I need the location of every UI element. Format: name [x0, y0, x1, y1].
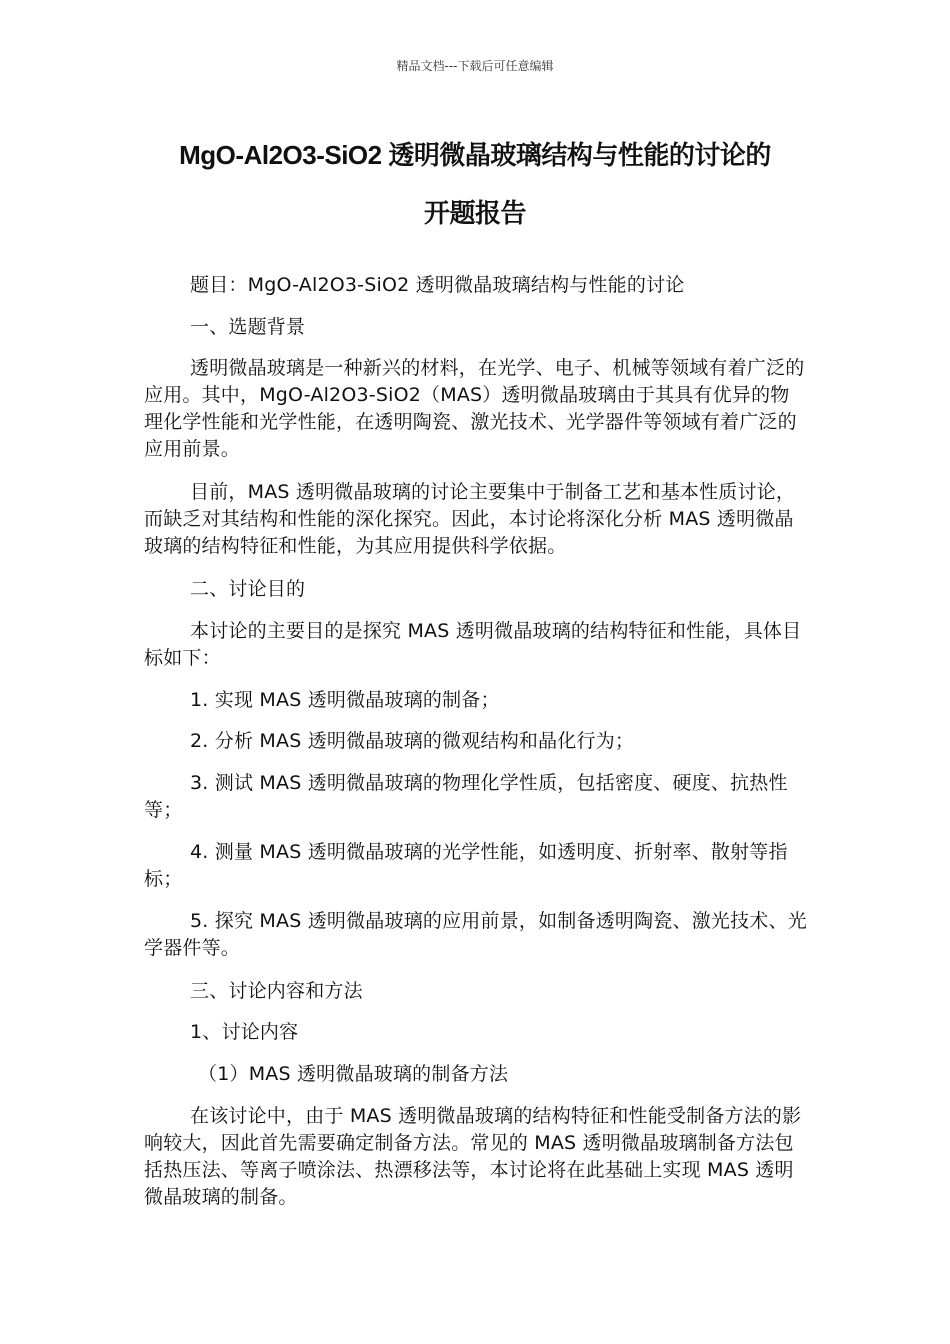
objective-item-2	[144, 728, 808, 755]
objective-item-5	[144, 908, 808, 962]
paragraph: 题目：MgO-Al2O3-SiO2 透明微晶玻璃结构与性能的讨论	[190, 274, 685, 296]
sub-subsection-heading	[144, 1061, 808, 1088]
paragraph: 在该讨论中，由于 MAS 透明微晶玻璃的结构特征和性能受制备方法的影响较大，因此首先需要确定制备方法。常见的 MAS 透明微晶玻璃制备方法包括热压法、等离子喷涂法、热漂移法等，本讨论将在此基础上实现 MAS 透明微晶玻璃的制备。	[144, 1105, 802, 1208]
document-title-line-1: MgO-Al2O3-SiO2 透明微晶玻璃结构与性能的讨论的	[179, 140, 771, 170]
objective-intro	[144, 618, 808, 672]
objective-item-3	[144, 770, 808, 824]
background-paragraph-2	[144, 479, 808, 560]
list-item: 4. 测量 MAS 透明微晶玻璃的光学性能，如透明度、折射率、散射等指标；	[144, 841, 788, 890]
section-heading-3	[144, 978, 808, 1005]
list-item: 5. 探究 MAS 透明微晶玻璃的应用前景，如制备透明陶瓷、激光技术、光学器件等。	[144, 910, 807, 959]
subsection-heading: 1、讨论内容	[190, 1021, 299, 1043]
method-paragraph	[144, 1103, 808, 1211]
objective-item-1	[144, 687, 808, 714]
background-paragraph-1	[144, 355, 808, 463]
section-heading: 三、讨论内容和方法	[190, 980, 363, 1002]
list-item: 3. 测试 MAS 透明微晶玻璃的物理化学性质，包括密度、硬度、抗热性等；	[144, 772, 788, 821]
topic-line	[144, 272, 808, 299]
objective-item-4	[144, 839, 808, 893]
document-title-line-2: 开题报告	[423, 198, 526, 228]
section-heading-1	[144, 314, 808, 341]
page-header: 精品文档---下载后可任意编辑	[396, 59, 554, 73]
list-item: 2. 分析 MAS 透明微晶玻璃的微观结构和晶化行为；	[190, 730, 635, 752]
sub-subsection-heading: （1）MAS 透明微晶玻璃的制备方法	[198, 1063, 509, 1085]
paragraph: 本讨论的主要目的是探究 MAS 透明微晶玻璃的结构特征和性能，具体目标如下：	[144, 620, 802, 669]
list-item: 1. 实现 MAS 透明微晶玻璃的制备；	[190, 689, 500, 711]
subsection-heading	[144, 1019, 808, 1046]
section-heading-2	[144, 576, 808, 603]
paragraph: 目前，MAS 透明微晶玻璃的讨论主要集中于制备工艺和基本性质讨论，而缺乏对其结构和性能的深化探究。因此，本讨论将深化分析 MAS 透明微晶玻璃的结构特征和性能，为其应用提供科学依据。	[144, 481, 796, 557]
section-heading: 一、选题背景	[190, 316, 306, 338]
section-heading: 二、讨论目的	[190, 578, 306, 600]
paragraph: 透明微晶玻璃是一种新兴的材料，在光学、电子、机械等领域有着广泛的应用。其中，MgO-Al2O3-SiO2（MAS）透明微晶玻璃由于其具有优异的物理化学性能和光学性能，在透明陶瓷、激光技术、光学器件等领域有着广泛的应用前景。	[144, 357, 805, 460]
